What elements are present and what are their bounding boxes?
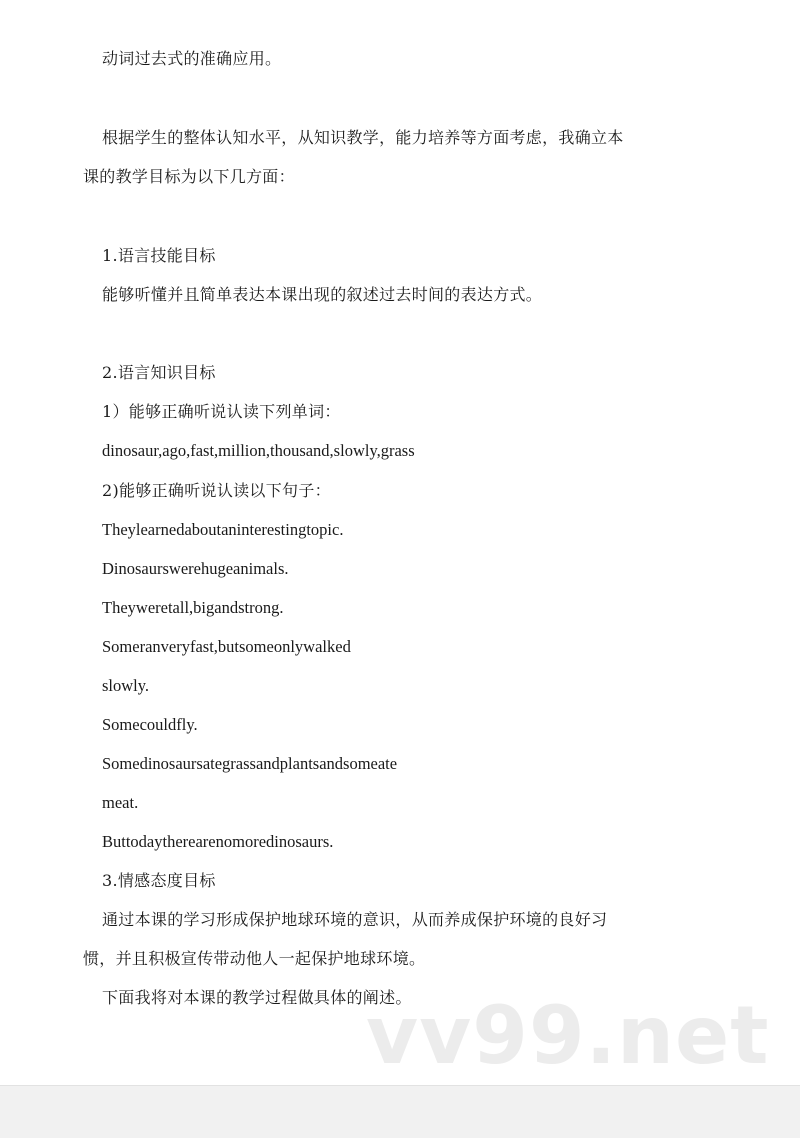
vocabulary-list: dinosaur,ago,fast,million,thousand,slowly,grass [102,441,415,460]
sentence-line: meat. [102,793,139,812]
text-line: 惯，并且积极宣传带动他人一起保护地球环境。 [83,949,426,968]
section-heading: 3.情感态度目标 [102,871,216,890]
sentence-line: Someranveryfast,butsomeonlywalked [102,637,351,656]
sentence-line: slowly. [102,676,150,695]
text-line: 能够听懂并且简单表达本课出现的叙述过去时间的表达方式。 [102,285,543,304]
sentence-line: Theylearnedaboutaninterestingtopic. [102,520,344,539]
sentence-line: Buttodaytherearenomoredinosaurs. [102,832,334,851]
section-heading: 1.语言技能目标 [102,246,216,265]
text-line: 2)能够正确听说认读以下句子： [102,481,331,500]
sentence-line: Theyweretall,bigandstrong. [102,598,284,617]
text-line: 下面我将对本课的教学过程做具体的阐述。 [102,988,412,1007]
section-heading: 2.语言知识目标 [102,363,216,382]
sentence-line: Somedinosaursategrassandplantsandsomeate [102,754,398,773]
sentence-line: Dinosaurswerehugeanimals. [102,559,289,578]
text-line: 通过本课的学习形成保护地球环境的意识，从而养成保护环境的良好习 [102,910,608,929]
page-bottom-band [0,1085,800,1138]
text-line: 课的教学目标为以下几方面： [83,167,295,186]
text-line: 动词过去式的准确应用。 [102,49,282,68]
text-line: 1）能够正确听说认读下列单词： [102,402,341,421]
text-line: 根据学生的整体认知水平，从知识教学，能力培养等方面考虑，我确立本 [102,128,624,147]
sentence-line: Somecouldfly. [102,715,198,734]
watermark: vv99.net [366,989,770,1082]
